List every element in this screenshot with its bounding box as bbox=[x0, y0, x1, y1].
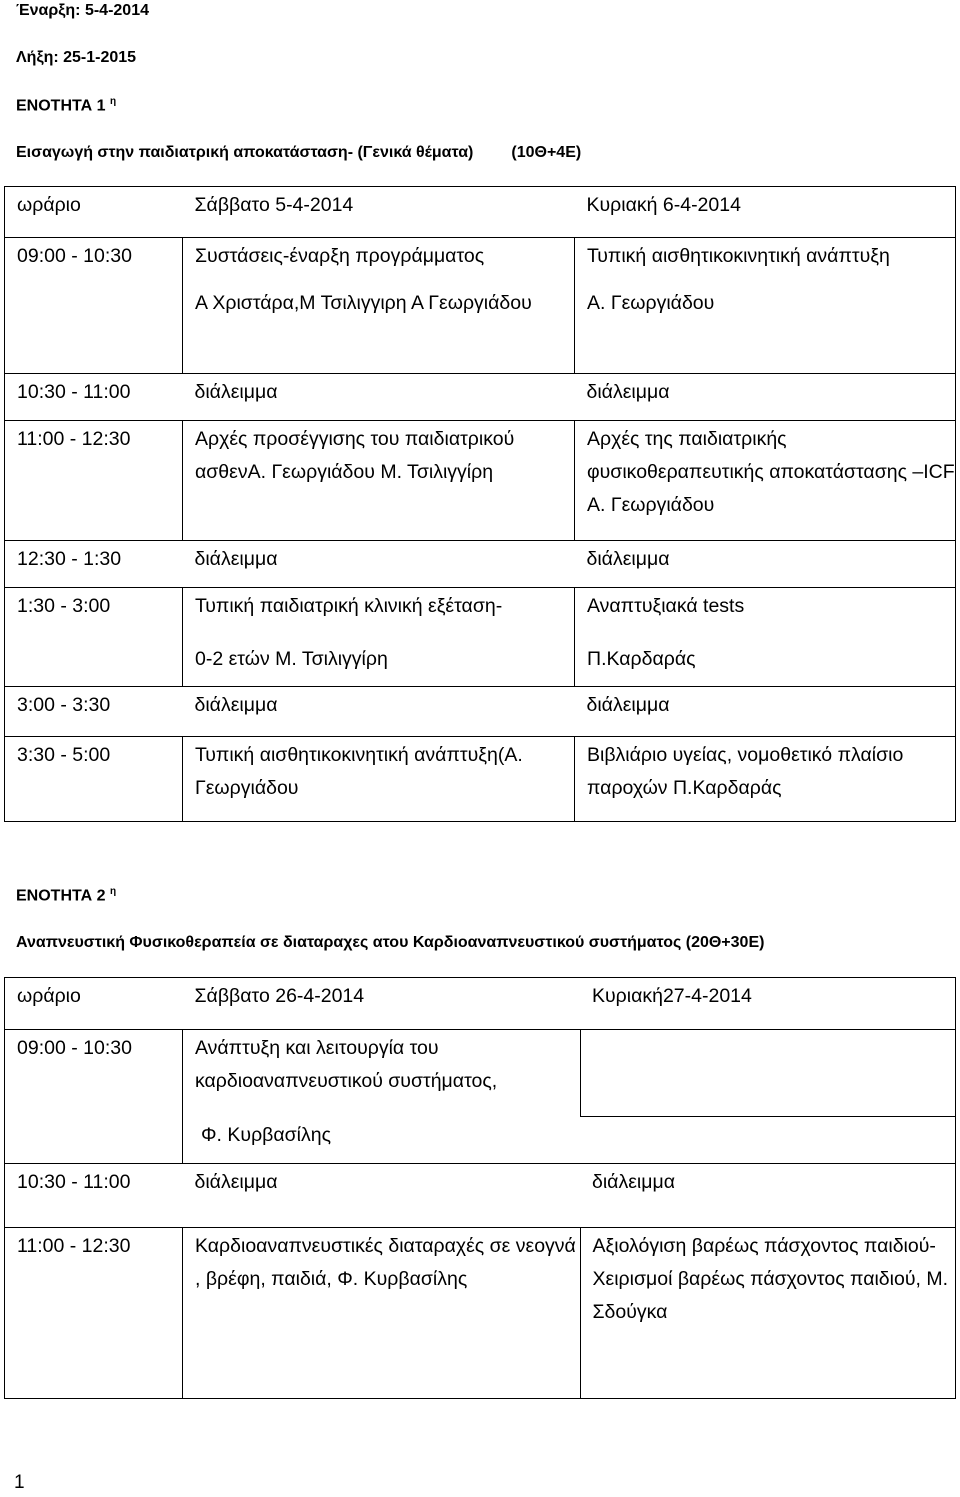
start-date: Έναρξη: 5-4-2014 bbox=[16, 2, 149, 19]
session-cell: Συστάσεις-έναρξη προγράμματος bbox=[183, 238, 575, 285]
unit2-title-sup: η bbox=[109, 886, 117, 897]
session-cell: 0-2 ετών Μ. Τσιλιγγίρη bbox=[183, 641, 575, 687]
table-row bbox=[5, 374, 956, 421]
unit1-subtitle bbox=[16, 144, 581, 162]
session-cell: Αρχές προσέγγισης του παιδιατρικού ασθενΑ. Γεωργιάδου Μ. Τσιλιγγίρη bbox=[183, 421, 575, 541]
unit1-title-sup: η bbox=[109, 96, 117, 107]
session-cell: Αξιολόγιση βαρέως πάσχοντος παιδιού- Χειρισμοί βαρέως πάσχοντος παιδιού, Μ. Σδούγκα bbox=[580, 1228, 956, 1399]
col-day2-header: Κυριακή27-4-2014 bbox=[580, 978, 956, 1030]
unit1-subtitle-text: Εισαγωγή στην παιδιατρική αποκατάσταση- (Γενικά θέματα) bbox=[16, 144, 474, 161]
session-cell: Τυπική αισθητικοκινητική ανάπτυξη(Α. Γεωργιάδου bbox=[183, 737, 575, 822]
unit2-subtitle: Αναπνευστική Φυσικοθεραπεία σε διαταραχες ατου Καρδιοαναπνευστικού συστήματος (20Θ+30Ε) bbox=[16, 934, 765, 951]
session-cell: Α. Γεωργιάδου bbox=[575, 285, 956, 374]
unit1-schedule-table bbox=[4, 186, 956, 822]
break-cell: διάλειμμα bbox=[183, 374, 575, 421]
break-cell: διάλειμμα bbox=[183, 541, 575, 588]
col-day1-header: Σάββατο 26-4-2014 bbox=[183, 978, 581, 1030]
session-cell: Ανάπτυξη και λειτουργία του καρδιοαναπνευστικού συστήματος, bbox=[183, 1030, 581, 1117]
session-cell: Π.Καρδαράς bbox=[575, 641, 956, 687]
table-row bbox=[5, 737, 956, 822]
table-row bbox=[5, 1228, 956, 1399]
table-row bbox=[5, 1164, 956, 1228]
session-cell: Βιβλιάριο υγείας, νομοθετικό πλαίσιο παροχών Π.Καρδαράς bbox=[575, 737, 956, 822]
break-cell: διάλειμμα bbox=[580, 1164, 956, 1228]
page-number: 1 bbox=[14, 1472, 25, 1493]
time-cell: 11:00 - 12:30 bbox=[5, 1228, 183, 1399]
session-cell: Τυπική παιδιατρική κλινική εξέταση- bbox=[183, 588, 575, 641]
table-row bbox=[5, 238, 956, 285]
break-cell: διάλειμμα bbox=[575, 541, 956, 588]
time-cell: 10:30 - 11:00 bbox=[5, 1164, 183, 1228]
time-cell: 09:00 - 10:30 bbox=[5, 1030, 183, 1117]
session-cell: Καρδιοαναπνευστικές διαταραχές σε νεογνά , βρέφη, παιδιά, Φ. Κυρβασίλης bbox=[183, 1228, 581, 1399]
table-row bbox=[5, 285, 956, 374]
col-day1-header: Σάββατο 5-4-2014 bbox=[183, 187, 575, 238]
unit2-heading bbox=[16, 886, 116, 905]
table-row bbox=[5, 1030, 956, 1117]
unit2-schedule-table bbox=[4, 977, 956, 1399]
table-row bbox=[5, 588, 956, 641]
table-row bbox=[5, 1117, 956, 1164]
break-cell: διάλειμμα bbox=[575, 687, 956, 737]
unit1-heading bbox=[16, 96, 116, 115]
session-cell: Α Χριστάρα,Μ Τσιλιγγιρη Α Γεωργιάδου bbox=[183, 285, 575, 374]
table-row bbox=[5, 687, 956, 737]
time-cell: 11:00 - 12:30 bbox=[5, 421, 183, 541]
unit1-hours: (10Θ+4Ε) bbox=[511, 144, 582, 161]
time-cell: 10:30 - 11:00 bbox=[5, 374, 183, 421]
unit1-title: ΕΝΟΤΗΤΑ 1 bbox=[16, 97, 106, 115]
session-cell: Αναπτυξιακά tests bbox=[575, 588, 956, 641]
table-header-row bbox=[5, 187, 956, 238]
time-cell: 1:30 - 3:00 bbox=[5, 588, 183, 641]
session-cell bbox=[580, 1030, 956, 1117]
break-cell: διάλειμμα bbox=[183, 1164, 581, 1228]
session-cell: Φ. Κυρβασίλης bbox=[183, 1117, 581, 1164]
end-date: Λήξη: 25-1-2015 bbox=[16, 49, 137, 66]
unit2-title: ΕΝΟΤΗΤΑ 2 bbox=[16, 887, 106, 905]
time-cell: 09:00 - 10:30 bbox=[5, 238, 183, 285]
time-cell: 3:30 - 5:00 bbox=[5, 737, 183, 822]
table-header-row bbox=[5, 978, 956, 1030]
col-time-header: ωράριο bbox=[5, 187, 183, 238]
col-time-header: ωράριο bbox=[5, 978, 183, 1030]
col-day2-header: Κυριακή 6-4-2014 bbox=[575, 187, 956, 238]
break-cell: διάλειμμα bbox=[575, 374, 956, 421]
table-row bbox=[5, 641, 956, 687]
break-cell: διάλειμμα bbox=[183, 687, 575, 737]
table-row bbox=[5, 421, 956, 541]
session-cell: Τυπική αισθητικοκινητική ανάπτυξη bbox=[575, 238, 956, 285]
time-cell: 3:00 - 3:30 bbox=[5, 687, 183, 737]
session-cell: Αρχές της παιδιατρικής φυσικοθεραπευτικής αποκατάστασης –ICF Α. Γεωργιάδου bbox=[575, 421, 956, 541]
table-row bbox=[5, 541, 956, 588]
time-cell: 12:30 - 1:30 bbox=[5, 541, 183, 588]
